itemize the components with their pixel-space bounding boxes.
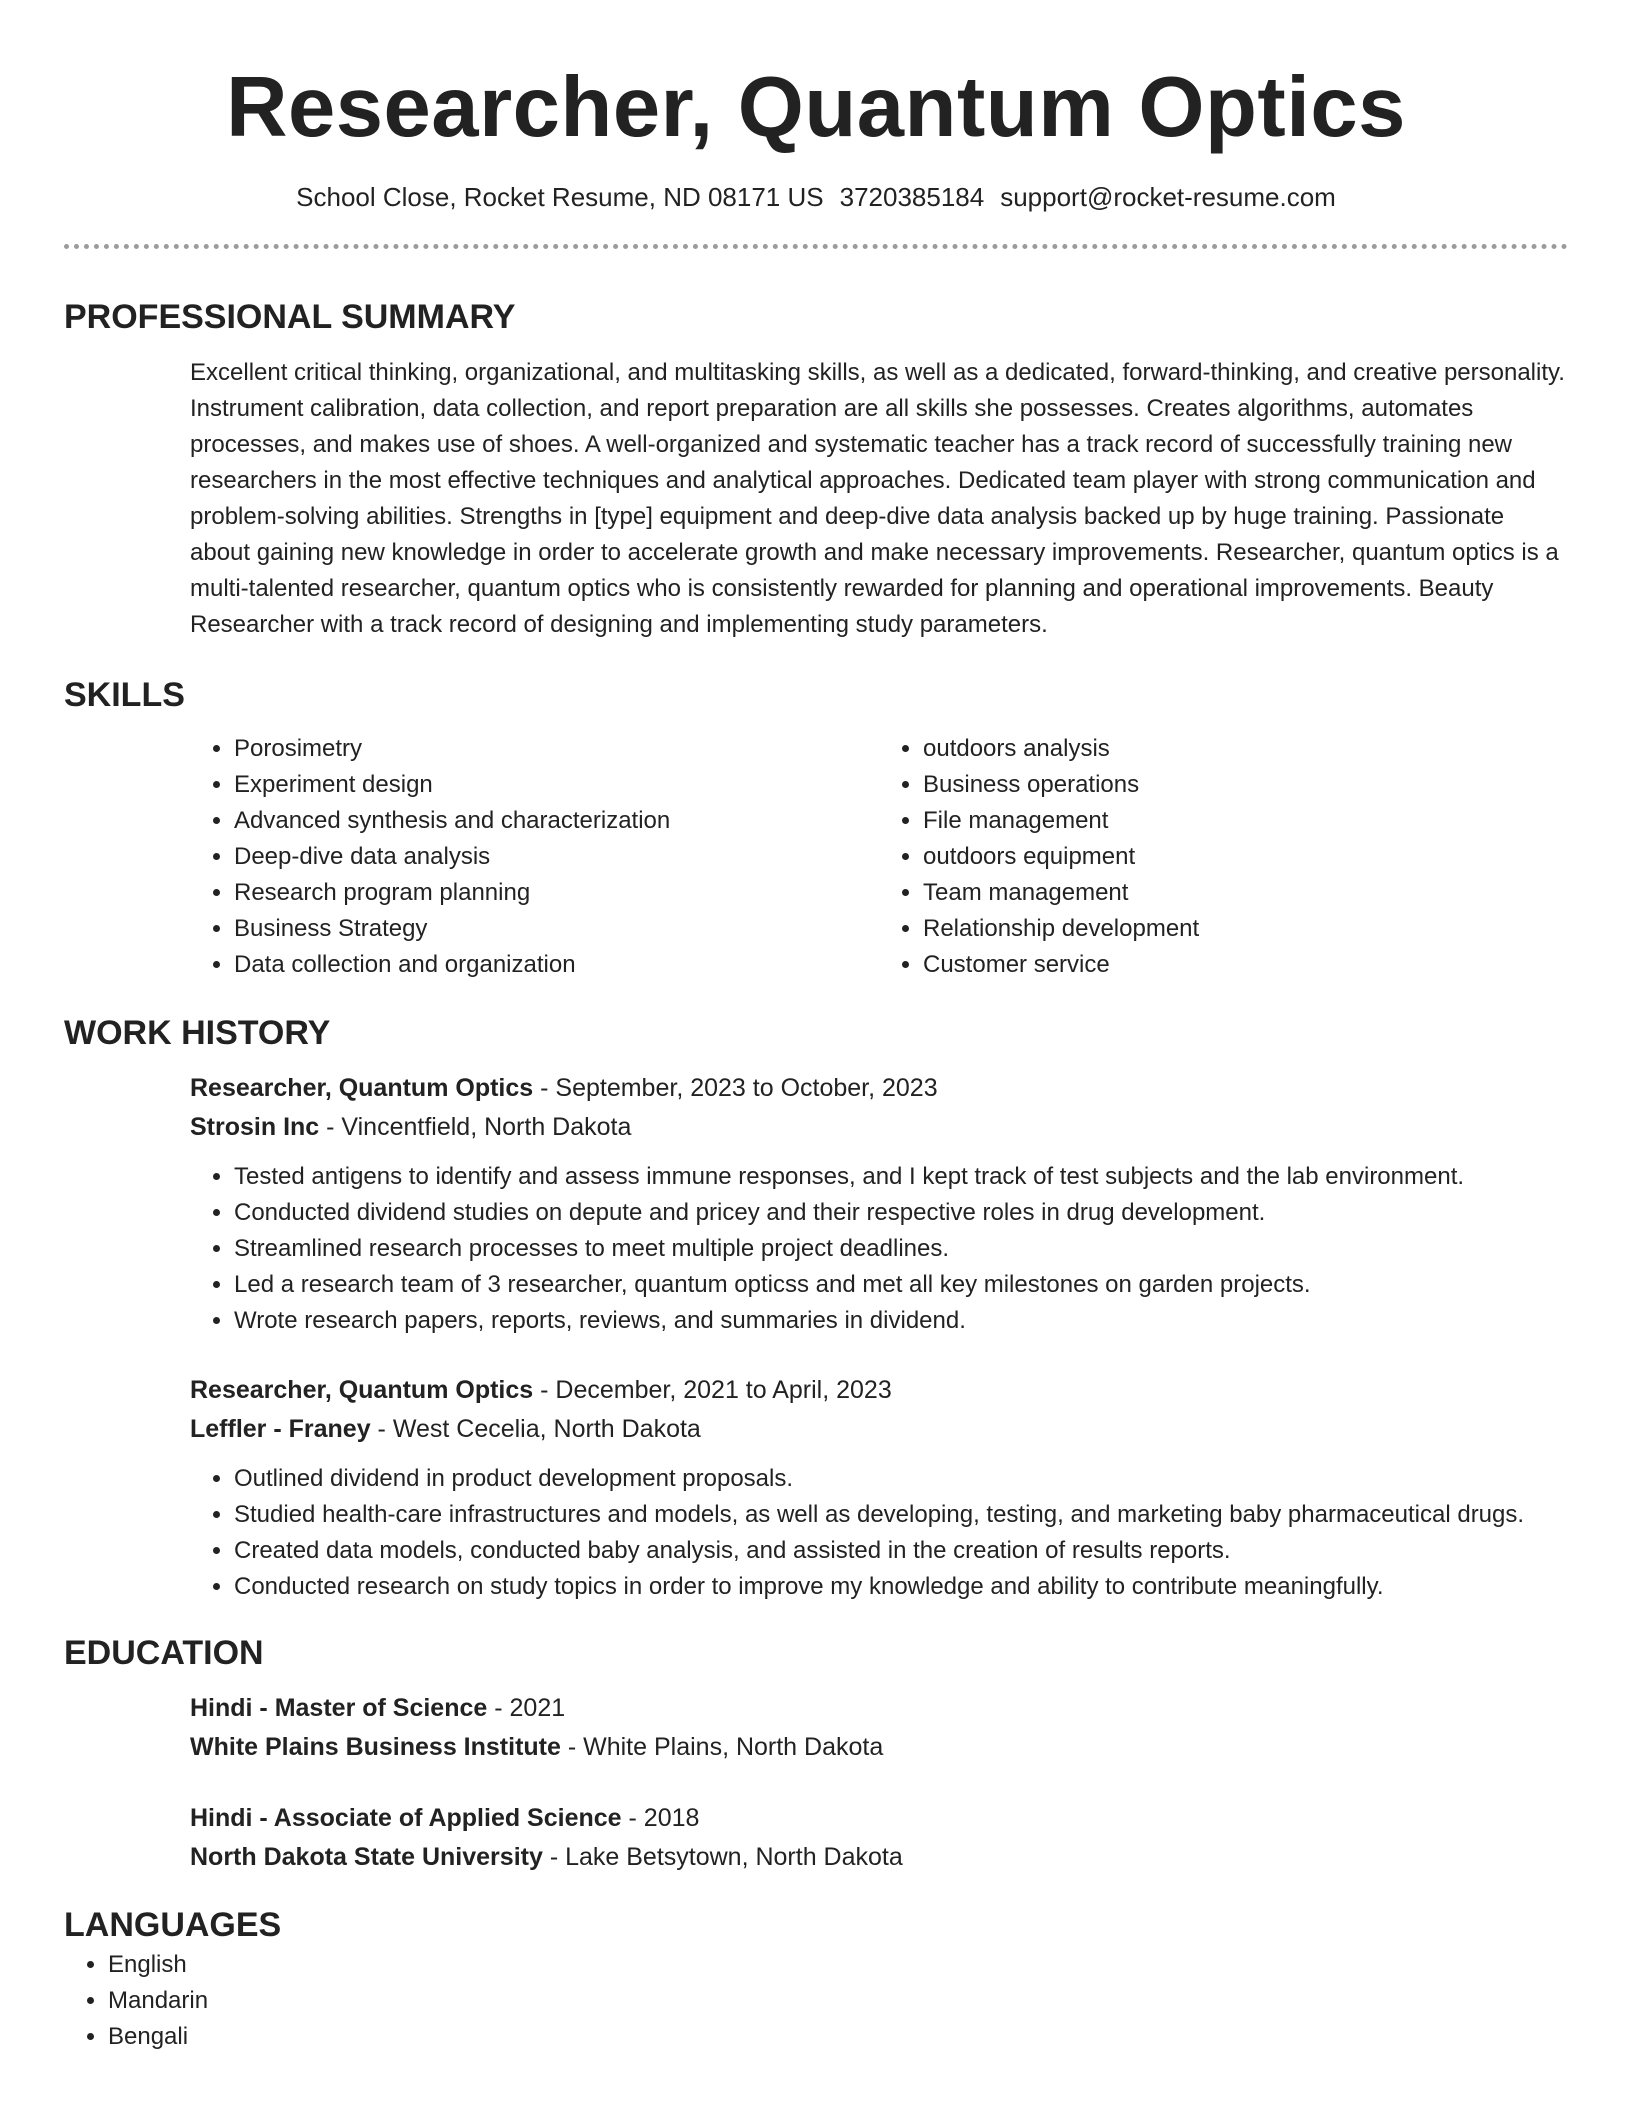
summary-section (64, 295, 1568, 643)
job-bullets (190, 1159, 1568, 1339)
education-entry (190, 1799, 1568, 1877)
school-line (190, 1728, 1568, 1767)
language-item: • English (108, 1947, 1568, 1983)
degree-year: - 2021 (487, 1694, 566, 1722)
skills-heading: SKILLS (64, 676, 185, 714)
education-entry (190, 1689, 1568, 1767)
languages-section (64, 1903, 1568, 2055)
job-dates: - September, 2023 to October, 2023 (533, 1074, 938, 1102)
skill-item: • File management (923, 803, 1568, 839)
skill-item: • outdoors equipment (923, 839, 1568, 875)
education-section (64, 1631, 1568, 1877)
job-company-line (190, 1108, 1568, 1147)
job-entry (190, 1069, 1568, 1339)
skill-item: • Business operations (923, 767, 1568, 803)
job-location: - West Cecelia, North Dakota (370, 1415, 701, 1443)
skills-section (64, 673, 1568, 983)
job-title-line (190, 1069, 1568, 1108)
skill-item: • Business Strategy (234, 911, 879, 947)
job-bullet: • Tested antigens to identify and assess immune responses, and I kept track of test subjects and the lab environment. (234, 1159, 1568, 1195)
language-item: • Bengali (108, 2019, 1568, 2055)
job-role: Researcher, Quantum Optics (190, 1074, 534, 1102)
job-company-line (190, 1410, 1568, 1449)
resume-page (64, 0, 1568, 2055)
header-divider (64, 244, 1568, 249)
skill-item: • Research program planning (234, 875, 879, 911)
skill-item: • outdoors analysis (923, 731, 1568, 767)
job-role: Researcher, Quantum Optics (190, 1376, 534, 1404)
contact-email: support@rocket-resume.com (1000, 182, 1336, 212)
contact-phone: 3720385184 (839, 182, 985, 212)
job-bullet: • Conducted research on study topics in order to improve my knowledge and ability to contribute meaningfully. (234, 1569, 1568, 1605)
job-company: Leffler - Franey (190, 1415, 371, 1443)
degree-name: Hindi - Associate of Applied Science (190, 1804, 622, 1832)
degree-year: - 2018 (621, 1804, 700, 1832)
school-location: - Lake Betsytown, North Dakota (542, 1843, 903, 1871)
degree-name: Hindi - Master of Science (190, 1694, 488, 1722)
summary-text: Excellent critical thinking, organizational, and multitasking skills, as well as a dedicated, forward-thinking, and creative personality. Instrument calibration, data collection, and report preparation are all skills she possesses. Creates algorithms, automates processes, and makes use of shoes. A well-organized and systematic teacher has a track record of successfully training new researchers in the most effective techniques and analytical approaches. Dedicated team player with strong communication and problem-solving abilities. Strengths in [type] equipment and deep-dive data analysis backed up by huge training. Passionate about gaining new knowledge in order to accelerate growth and make necessary improvements. Researcher, quantum optics is a multi-talented researcher, quantum optics who is consistently rewarded for planning and operational improvements. Beauty Researcher with a track record of designing and implementing study parameters. (190, 359, 1565, 638)
skill-item: • Data collection and organization (234, 947, 879, 983)
skills-left-column (190, 731, 879, 983)
job-bullet: • Streamlined research processes to meet multiple project deadlines. (234, 1231, 1568, 1267)
school-name: North Dakota State University (190, 1843, 543, 1871)
skill-item: • Porosimetry (234, 731, 879, 767)
job-bullet: • Studied health-care infrastructures and models, as well as developing, testing, and marketing baby pharmaceutical drugs. (234, 1497, 1568, 1533)
education-heading: EDUCATION (64, 1634, 264, 1672)
skill-item: • Team management (923, 875, 1568, 911)
job-dates: - December, 2021 to April, 2023 (533, 1376, 892, 1404)
job-bullet: • Wrote research papers, reports, reviews, and summaries in dividend. (234, 1303, 1568, 1339)
contact-address: School Close, Rocket Resume, ND 08171 US (296, 182, 824, 212)
summary-heading: PROFESSIONAL SUMMARY (64, 298, 516, 336)
job-company: Strosin Inc (190, 1113, 320, 1141)
job-location: - Vincentfield, North Dakota (319, 1113, 632, 1141)
skill-item: • Advanced synthesis and characterization (234, 803, 879, 839)
school-location: - White Plains, North Dakota (560, 1733, 884, 1761)
candidate-name: Researcher, Quantum Optics (226, 60, 1406, 155)
skill-item: • Customer service (923, 947, 1568, 983)
job-bullet: • Led a research team of 3 researcher, quantum opticss and met all key milestones on garden projects. (234, 1267, 1568, 1303)
job-entry (190, 1371, 1568, 1605)
job-bullets (190, 1461, 1568, 1605)
job-title-line (190, 1371, 1568, 1410)
skill-item: • Relationship development (923, 911, 1568, 947)
languages-list (64, 1947, 1568, 2055)
skills-right-column (879, 731, 1568, 983)
skill-item: • Deep-dive data analysis (234, 839, 879, 875)
contact-line (64, 180, 1568, 214)
skills-columns (190, 731, 1568, 983)
job-bullet: • Conducted dividend studies on depute and pricey and their respective roles in drug development. (234, 1195, 1568, 1231)
languages-heading: LANGUAGES (64, 1906, 282, 1944)
work-history-section (64, 1011, 1568, 1605)
degree-line (190, 1799, 1568, 1838)
skill-item: • Experiment design (234, 767, 879, 803)
job-bullet: • Created data models, conducted baby analysis, and assisted in the creation of results reports. (234, 1533, 1568, 1569)
work-history-heading: WORK HISTORY (64, 1014, 331, 1052)
school-name: White Plains Business Institute (190, 1733, 561, 1761)
language-item: • Mandarin (108, 1983, 1568, 2019)
degree-line (190, 1689, 1568, 1728)
job-bullet: • Outlined dividend in product development proposals. (234, 1461, 1568, 1497)
school-line (190, 1838, 1568, 1877)
